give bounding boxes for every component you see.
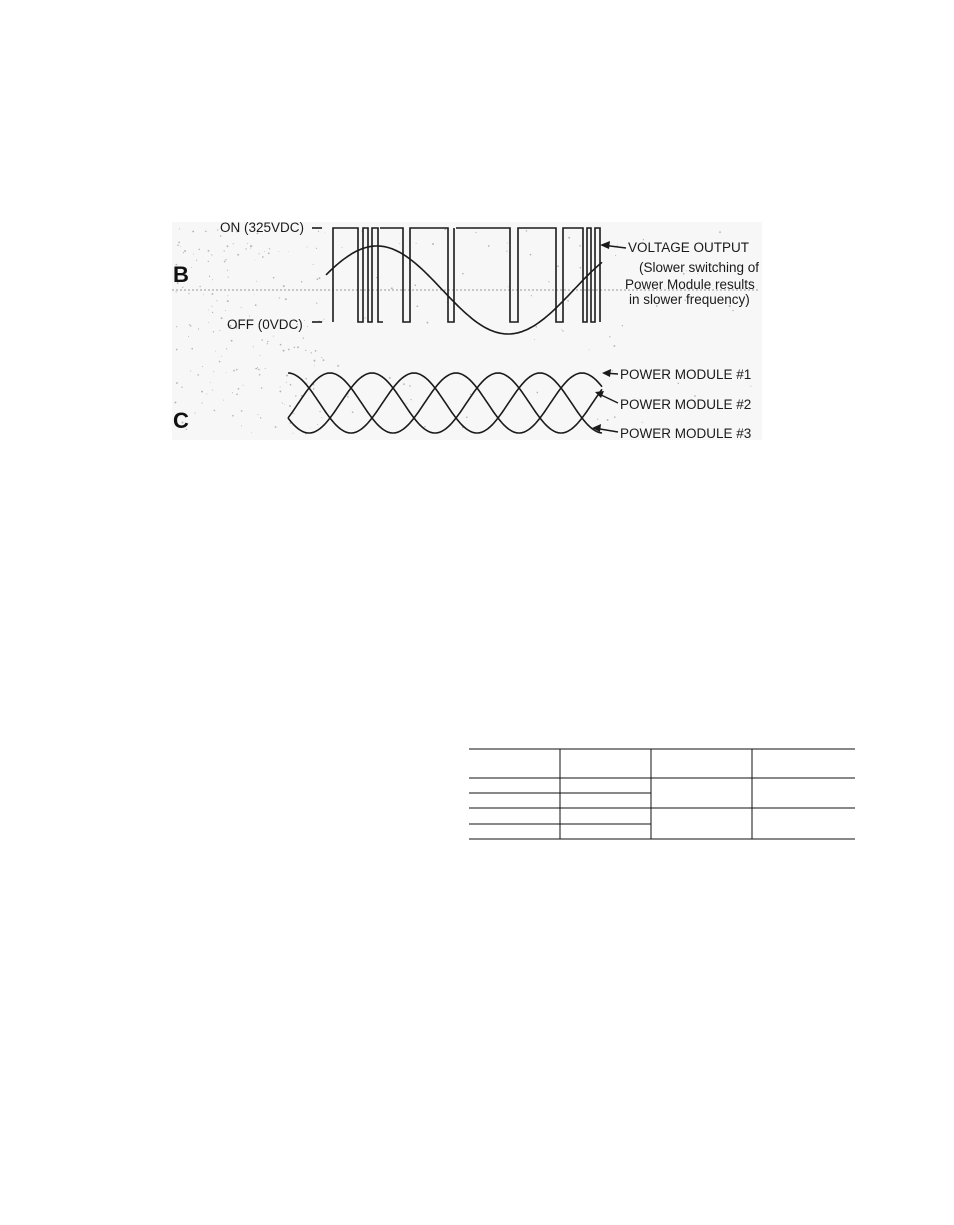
scan-speck — [289, 405, 291, 407]
scan-speck — [259, 374, 261, 376]
scan-speck — [176, 382, 178, 384]
scan-speck — [190, 325, 192, 327]
scan-speck — [183, 252, 184, 253]
scan-speck — [256, 368, 257, 369]
scan-speck — [226, 348, 227, 349]
scan-speck — [208, 250, 210, 252]
scan-speck — [732, 310, 733, 311]
scan-speck — [337, 365, 339, 367]
scan-speck — [224, 261, 226, 263]
scan-speck — [321, 357, 322, 358]
scan-speck — [238, 388, 240, 390]
scan-speck — [206, 394, 207, 395]
scan-speck — [225, 259, 226, 260]
scan-speck — [279, 390, 281, 392]
scan-speck — [548, 281, 549, 282]
scan-speck — [322, 321, 323, 322]
panel-b-letter: B — [173, 262, 189, 287]
scan-speck — [414, 284, 416, 286]
scan-speck — [243, 385, 244, 386]
scan-speck — [567, 300, 569, 302]
scan-speck — [283, 285, 285, 287]
scan-speck — [288, 349, 290, 351]
scan-speck — [617, 245, 618, 246]
scan-speck — [192, 230, 194, 232]
scan-speck — [580, 267, 582, 269]
scan-speck — [251, 245, 253, 247]
scan-speck — [399, 243, 400, 244]
scan-speck — [376, 277, 377, 278]
scan-speck — [180, 246, 181, 247]
scan-speck — [406, 403, 407, 404]
scan-speck — [304, 320, 305, 321]
scan-speck — [250, 248, 251, 249]
scan-speck — [225, 310, 226, 311]
scan-speck — [607, 419, 609, 421]
scan-speck — [719, 231, 721, 233]
scan-speck — [231, 340, 233, 342]
scan-speck — [286, 382, 287, 383]
scan-speck — [190, 370, 191, 371]
scan-speck — [613, 345, 615, 347]
scan-speck — [269, 248, 270, 249]
voltage-output-label: VOLTAGE OUTPUT — [628, 240, 750, 255]
scan-speck — [347, 396, 349, 398]
scan-speck — [195, 413, 196, 414]
scan-speck — [283, 350, 285, 352]
scan-speck — [323, 319, 324, 320]
scan-speck — [290, 384, 292, 386]
scan-speck — [264, 251, 265, 252]
scan-speck — [255, 368, 256, 369]
scan-speck — [213, 331, 214, 332]
scan-speck — [305, 378, 307, 380]
scan-speck — [232, 392, 233, 393]
scan-speck — [232, 415, 234, 417]
scan-speck — [352, 411, 354, 413]
scan-speck — [226, 372, 227, 373]
scan-speck — [307, 326, 308, 327]
scan-speck — [323, 359, 325, 361]
power-module-1-label: POWER MODULE #1 — [620, 367, 752, 382]
scan-speck — [301, 281, 303, 283]
scan-speck — [475, 232, 476, 233]
scan-speck — [241, 307, 242, 308]
note-line-3: in slower frequency) — [629, 292, 750, 307]
scan-speck — [426, 322, 428, 324]
scan-speck — [208, 322, 209, 323]
scan-speck — [750, 386, 751, 387]
scan-speck — [275, 426, 277, 428]
scan-speck — [317, 424, 318, 425]
scan-speck — [609, 336, 610, 337]
scan-speck — [237, 254, 239, 256]
scan-speck — [202, 402, 203, 403]
scan-speck — [176, 326, 177, 327]
scan-speck — [611, 370, 613, 372]
scan-speck — [179, 228, 180, 229]
scan-speck — [295, 395, 296, 396]
scan-speck — [178, 242, 180, 244]
scan-speck — [642, 422, 643, 423]
scan-speck — [241, 425, 242, 426]
scan-speck — [247, 243, 248, 244]
scan-speck — [224, 250, 225, 251]
note-line-2: Power Module results — [625, 277, 755, 292]
scan-speck — [678, 383, 680, 385]
scan-speck — [424, 426, 426, 428]
scan-speck — [221, 356, 222, 357]
scan-speck — [311, 352, 312, 353]
scan-speck — [261, 339, 262, 340]
on-level-label: ON (325VDC) — [220, 220, 305, 235]
panel-c-letter: C — [173, 408, 189, 433]
scan-speck — [280, 387, 281, 388]
scan-speck — [319, 320, 320, 321]
scan-speck — [193, 254, 194, 255]
scan-speck — [191, 267, 192, 268]
scan-speck — [297, 346, 299, 348]
scan-speck — [258, 369, 260, 371]
scan-speck — [255, 304, 257, 306]
scan-speck — [319, 411, 320, 412]
scan-speck — [466, 416, 468, 418]
scan-speck — [432, 243, 434, 245]
scan-speck — [227, 300, 229, 302]
scan-speck — [316, 302, 317, 303]
scan-speck — [303, 337, 304, 338]
scan-speck — [526, 230, 528, 232]
scan-speck — [364, 317, 365, 318]
scan-speck — [256, 281, 257, 282]
scan-speck — [219, 330, 220, 331]
scan-speck — [318, 231, 319, 232]
scan-speck — [597, 419, 598, 420]
scan-speck — [241, 410, 243, 412]
scan-speck — [280, 344, 282, 346]
scan-speck — [268, 252, 270, 254]
scan-speck — [293, 433, 294, 434]
scan-speck — [403, 383, 405, 385]
scan-speck — [267, 343, 268, 344]
scan-speck — [313, 264, 314, 265]
scan-speck — [314, 360, 316, 362]
scan-speck — [212, 390, 213, 391]
scan-speck — [316, 278, 318, 280]
scan-speck — [228, 277, 229, 278]
scan-speck — [316, 248, 317, 249]
scan-speck — [184, 250, 186, 252]
scan-speck — [279, 297, 280, 298]
scan-speck — [389, 377, 391, 379]
scan-speck — [416, 243, 417, 244]
scan-speck — [210, 382, 211, 383]
scan-speck — [488, 245, 490, 247]
scan-speck — [562, 330, 563, 331]
scan-speck — [273, 277, 275, 279]
scan-speck — [215, 351, 216, 352]
power-module-3-label: POWER MODULE #3 — [620, 426, 752, 441]
scan-speck — [615, 255, 616, 256]
scan-speck — [221, 317, 223, 319]
scan-speck — [267, 341, 268, 342]
scan-speck — [324, 232, 325, 233]
scan-speck — [211, 306, 212, 307]
scan-speck — [201, 391, 203, 393]
scan-speck — [233, 243, 234, 244]
scan-speck — [305, 350, 306, 351]
scan-speck — [253, 346, 254, 347]
scan-speck — [293, 413, 294, 414]
scan-speck — [202, 366, 203, 367]
scan-speck — [260, 417, 261, 418]
scan-speck — [209, 276, 210, 277]
scan-speck — [189, 324, 190, 325]
scan-speck — [265, 368, 266, 369]
scan-speck — [622, 325, 623, 326]
scan-speck — [507, 243, 508, 244]
scan-speck — [188, 336, 189, 337]
scan-speck — [589, 349, 590, 350]
scan-speck — [198, 249, 200, 251]
scan-speck — [531, 295, 532, 296]
scan-speck — [219, 361, 221, 363]
scan-speck — [191, 348, 193, 350]
scan-speck — [286, 375, 288, 377]
scan-speck — [212, 312, 213, 313]
scan-speck — [258, 414, 259, 415]
power-module-2-label: POWER MODULE #2 — [620, 397, 752, 412]
scan-speck — [203, 294, 204, 295]
scan-speck — [261, 387, 263, 389]
scan-speck — [508, 286, 509, 287]
empty-table — [469, 749, 855, 839]
note-line-1: (Slower switching of — [639, 260, 760, 275]
scan-speck — [306, 383, 307, 384]
off-level-label: OFF (0VDC) — [227, 317, 303, 332]
scan-speck — [409, 385, 411, 387]
scan-speck — [213, 371, 214, 372]
scan-speck — [236, 369, 238, 371]
scan-speck — [176, 291, 177, 292]
scan-speck — [217, 229, 218, 230]
scan-speck — [416, 305, 418, 307]
scan-speck — [391, 287, 393, 289]
scan-speck — [254, 294, 255, 295]
scan-speck — [288, 251, 289, 252]
scan-speck — [197, 374, 199, 376]
scan-speck — [236, 393, 238, 395]
scan-speck — [310, 428, 311, 429]
scan-speck — [176, 349, 178, 351]
scan-speck — [233, 370, 235, 372]
scan-speck — [255, 260, 256, 261]
scan-speck — [188, 293, 189, 294]
scan-speck — [216, 300, 217, 301]
scan-speck — [321, 417, 322, 418]
scan-speck — [174, 402, 176, 404]
scan-speck — [470, 394, 471, 395]
scan-speck — [259, 355, 260, 356]
scan-speck — [199, 286, 200, 287]
scan-speck — [282, 402, 283, 403]
scan-speck — [536, 392, 538, 394]
scan-speck — [227, 270, 228, 271]
scan-speck — [319, 277, 321, 279]
scan-speck — [342, 247, 343, 248]
scan-speck — [462, 273, 464, 275]
scan-speck — [227, 245, 229, 247]
scan-speck — [205, 231, 207, 233]
scan-speck — [214, 410, 216, 412]
scan-speck — [530, 254, 532, 256]
scan-speck — [208, 261, 209, 262]
scan-speck — [279, 251, 280, 252]
scan-speck — [245, 248, 246, 249]
scan-speck — [196, 260, 197, 261]
scan-speck — [506, 251, 507, 252]
scan-speck — [410, 399, 411, 400]
scan-speck — [294, 347, 296, 349]
scan-speck — [561, 329, 562, 330]
scan-speck — [313, 388, 315, 390]
scan-speck — [198, 328, 199, 329]
scan-speck — [220, 235, 222, 237]
scan-speck — [307, 247, 308, 248]
scan-speck — [315, 350, 317, 352]
scan-speck — [181, 387, 182, 388]
scan-speck — [273, 336, 274, 337]
scan-speck — [223, 400, 224, 401]
scan-speck — [535, 326, 537, 328]
scan-speck — [285, 298, 287, 300]
scan-speck — [579, 245, 581, 247]
scan-speck — [534, 339, 535, 340]
scan-speck — [262, 256, 264, 258]
scan-speck — [211, 254, 212, 255]
scan-speck — [259, 253, 260, 254]
scan-speck — [257, 367, 258, 368]
scan-speck — [568, 237, 570, 239]
scan-speck — [211, 293, 213, 295]
scan-speck — [314, 365, 315, 366]
scan-speck — [284, 404, 285, 405]
scan-speck — [251, 432, 252, 433]
scan-speck — [212, 279, 213, 280]
scan-speck — [177, 245, 179, 247]
scan-speck — [208, 310, 209, 311]
scan-speck — [614, 416, 616, 418]
scan-speck — [557, 265, 559, 267]
scan-speck — [227, 295, 228, 296]
